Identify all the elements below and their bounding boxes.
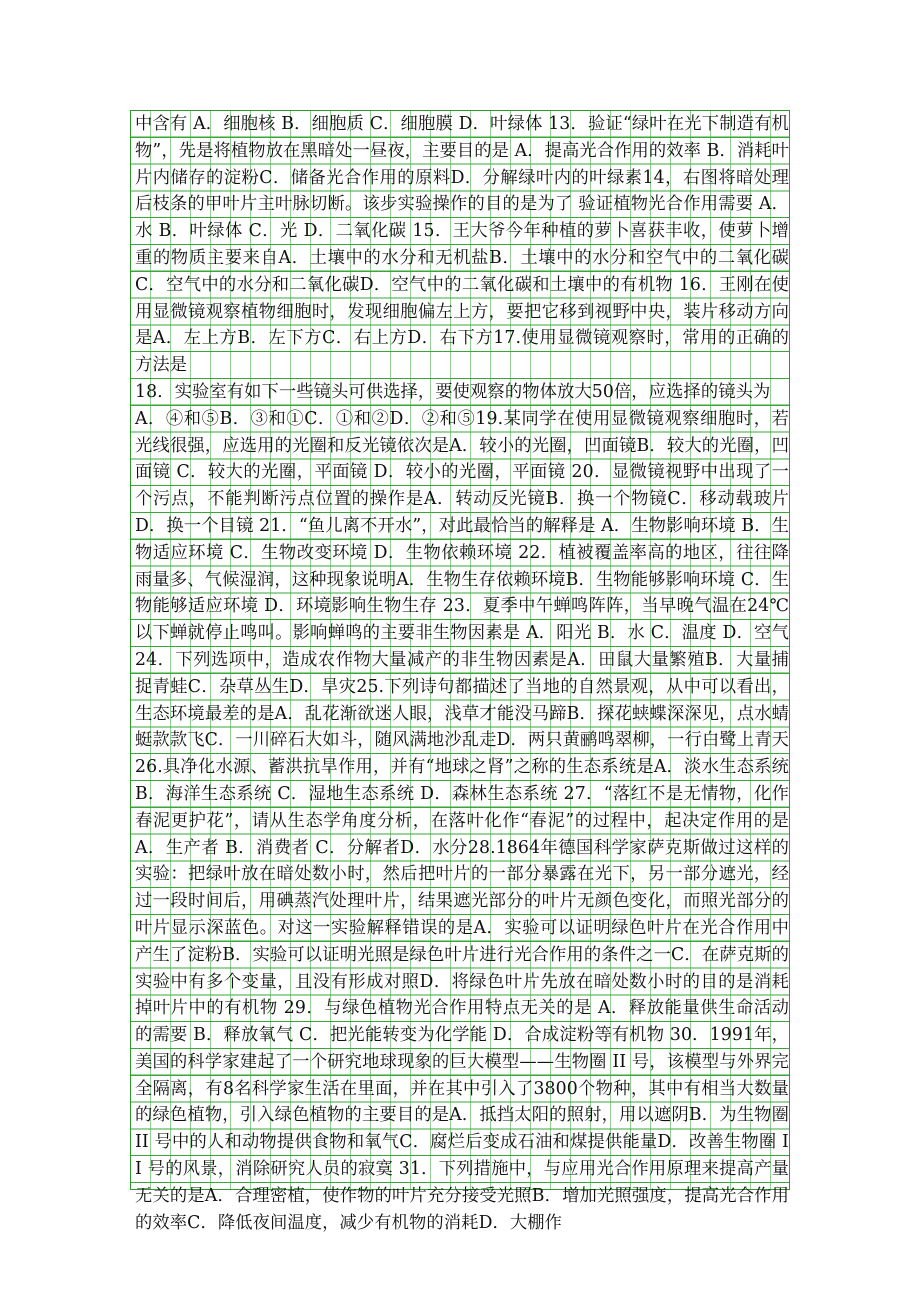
paragraph-questions-12-17: 中含有 A．细胞核 B．细胞质 C．细胞膜 D．叶绿体 13．验证“绿叶在光下制造有机物”，先是将植物放在黑暗处一昼夜，主要目的是 A．提高光合作用的效率 B．消耗叶片内储存的淀粉C．储备光合作用的原料D．分解绿叶内的叶绿素14，右图将暗处理后枝条的甲叶片主叶脉切断。该步实验操作的目的是为了 验证植物光合作用需要 A．水 B．叶绿体 C．光 D．二氧化碳 15．王大爷今年种植的萝卜喜获丰收，使萝卜增重的物质主要来自A．土壤中的水分和无机盐B．土壤中的水分和空气中的二氧化碳C．空气中的水分和二氧化碳D．空气中的二氧化碳和土壤中的有机物 16．王刚在使用显微镜观察植物细胞时，发现细胞偏左上方，要把它移到视野中央，装片移动方向是A．左上方B．左下方C．右上方D．右下方17.使用显微镜观察时，常用的正确的方法是 bbox=[135, 114, 789, 376]
paragraph-questions-18-31: A．④和⑤B．③和①C．①和②D．②和⑤19.某同学在使用显微镜观察细胞时，若光线很强，应选用的光圈和反光镜依次是A．较小的光圈，凹面镜B．较大的光圈，凹面镜 C．较大的光圈，平面镜 D．较小的光圈，平面镜 20．显微镜视野中出现了一个污点，不能判断污点位置的操作是A．转动反光镜B．换一个物镜C．移动载玻片 D．换一个目镜 21．“鱼儿离不开水”，对此最恰当的解释是 A．生物影响环境 B．生物适应环境 C．生物改变环境 D．生物依赖环境 22．植被覆盖率高的地区，往往降雨量多、气候湿润，这种现象说明A．生物生存依赖环境B．生物能够影响环境 C．生物能够适应环境 D．环境影响生物生存 23．夏季中午蝉鸣阵阵，当早晚气温在24℃以下蝉就停止鸣叫。影响蝉鸣的主要非生物因素是 A．阳光 B．水 C．温度 D．空气 24．下列选项中，造成农作物大量减产的非生物因素是A．田鼠大量繁殖B．大量捕捉青蛙C．杂草丛生D．旱灾25.下列诗句都描述了当地的自然景观，从中可以看出，生态环境最差的是A．乱花渐欲迷人眼，浅草才能没马蹄B．探花蛱蝶深深见，点水蜻蜓款款飞C．一川碎石大如斗，随风满地沙乱走D．两只黄鹂鸣翠柳，一行白鹭上青天26.具净化水源、蓄洪抗旱作用，并有“地球之肾”之称的生态系统是A．淡水生态系统 B．海洋生态系统 C．湿地生态系统 D．森林生态系统 27．“落红不是无情物，化作春泥更护花”，请从生态学角度分析，在落叶化作“春泥”的过程中，起决定作用的是 A．生产者 B．消费者 C．分解者D．水分28.1864年德国科学家萨克斯做过这样的实验：把绿叶放在暗处数小时，然后把叶片的一部分暴露在光下，另一部分遮光，经过一段时间后，用碘蒸汽处理叶片，结果遮光部分的叶片无颜色变化，而照光部分的叶片显示深蓝色。对这一实验解释错误的是A．实验可以证明绿色叶片在光合作用中产生了淀粉B．实验可以证明光照是绿色叶片进行光合作用的条件之一C．在萨克斯的实验中有多个变量，且没有形成对照D．将绿色叶片先放在暗处数小时的目的是消耗掉叶片中的有机物 29．与绿色植物光合作用特点无关的是 A．释放能量供生命活动的需要 B．释放氧气 C．把光能转变为化学能 D．合成淀粉等有机物 30．1991年，美国的科学家建起了一个研究地球现象的巨大模型——生物圈 II 号，该模型与外界完全隔离，有8名科学家生活在里面，并在其中引入了3800个物种，其中有相当大数量的绿色植物，引入绿色植物的主要目的是A．抵挡太阳的照射，用以遮阴B．为生物圈 II 号中的人和动物提供食物和氧气C．腐烂后变成石油和煤提供能量D．改善生物圈 II 号的风景，消除研究人员的寂寞 31．下列措施中，与应用光合作用原理来提高产量无关的是A．合理密植，使作物的叶片充分接受光照B．增加光照强度，提高光合作用的效率C．降低夜间温度，减少有机物的消耗D．大棚作 bbox=[135, 408, 789, 1233]
document-body bbox=[135, 111, 789, 1236]
document-page bbox=[130, 110, 790, 1233]
paragraph-question-18: 18．实验室有如下一些镜头可供选择，要使观察的物体放大50倍，应选择的镜头为 bbox=[135, 381, 771, 402]
